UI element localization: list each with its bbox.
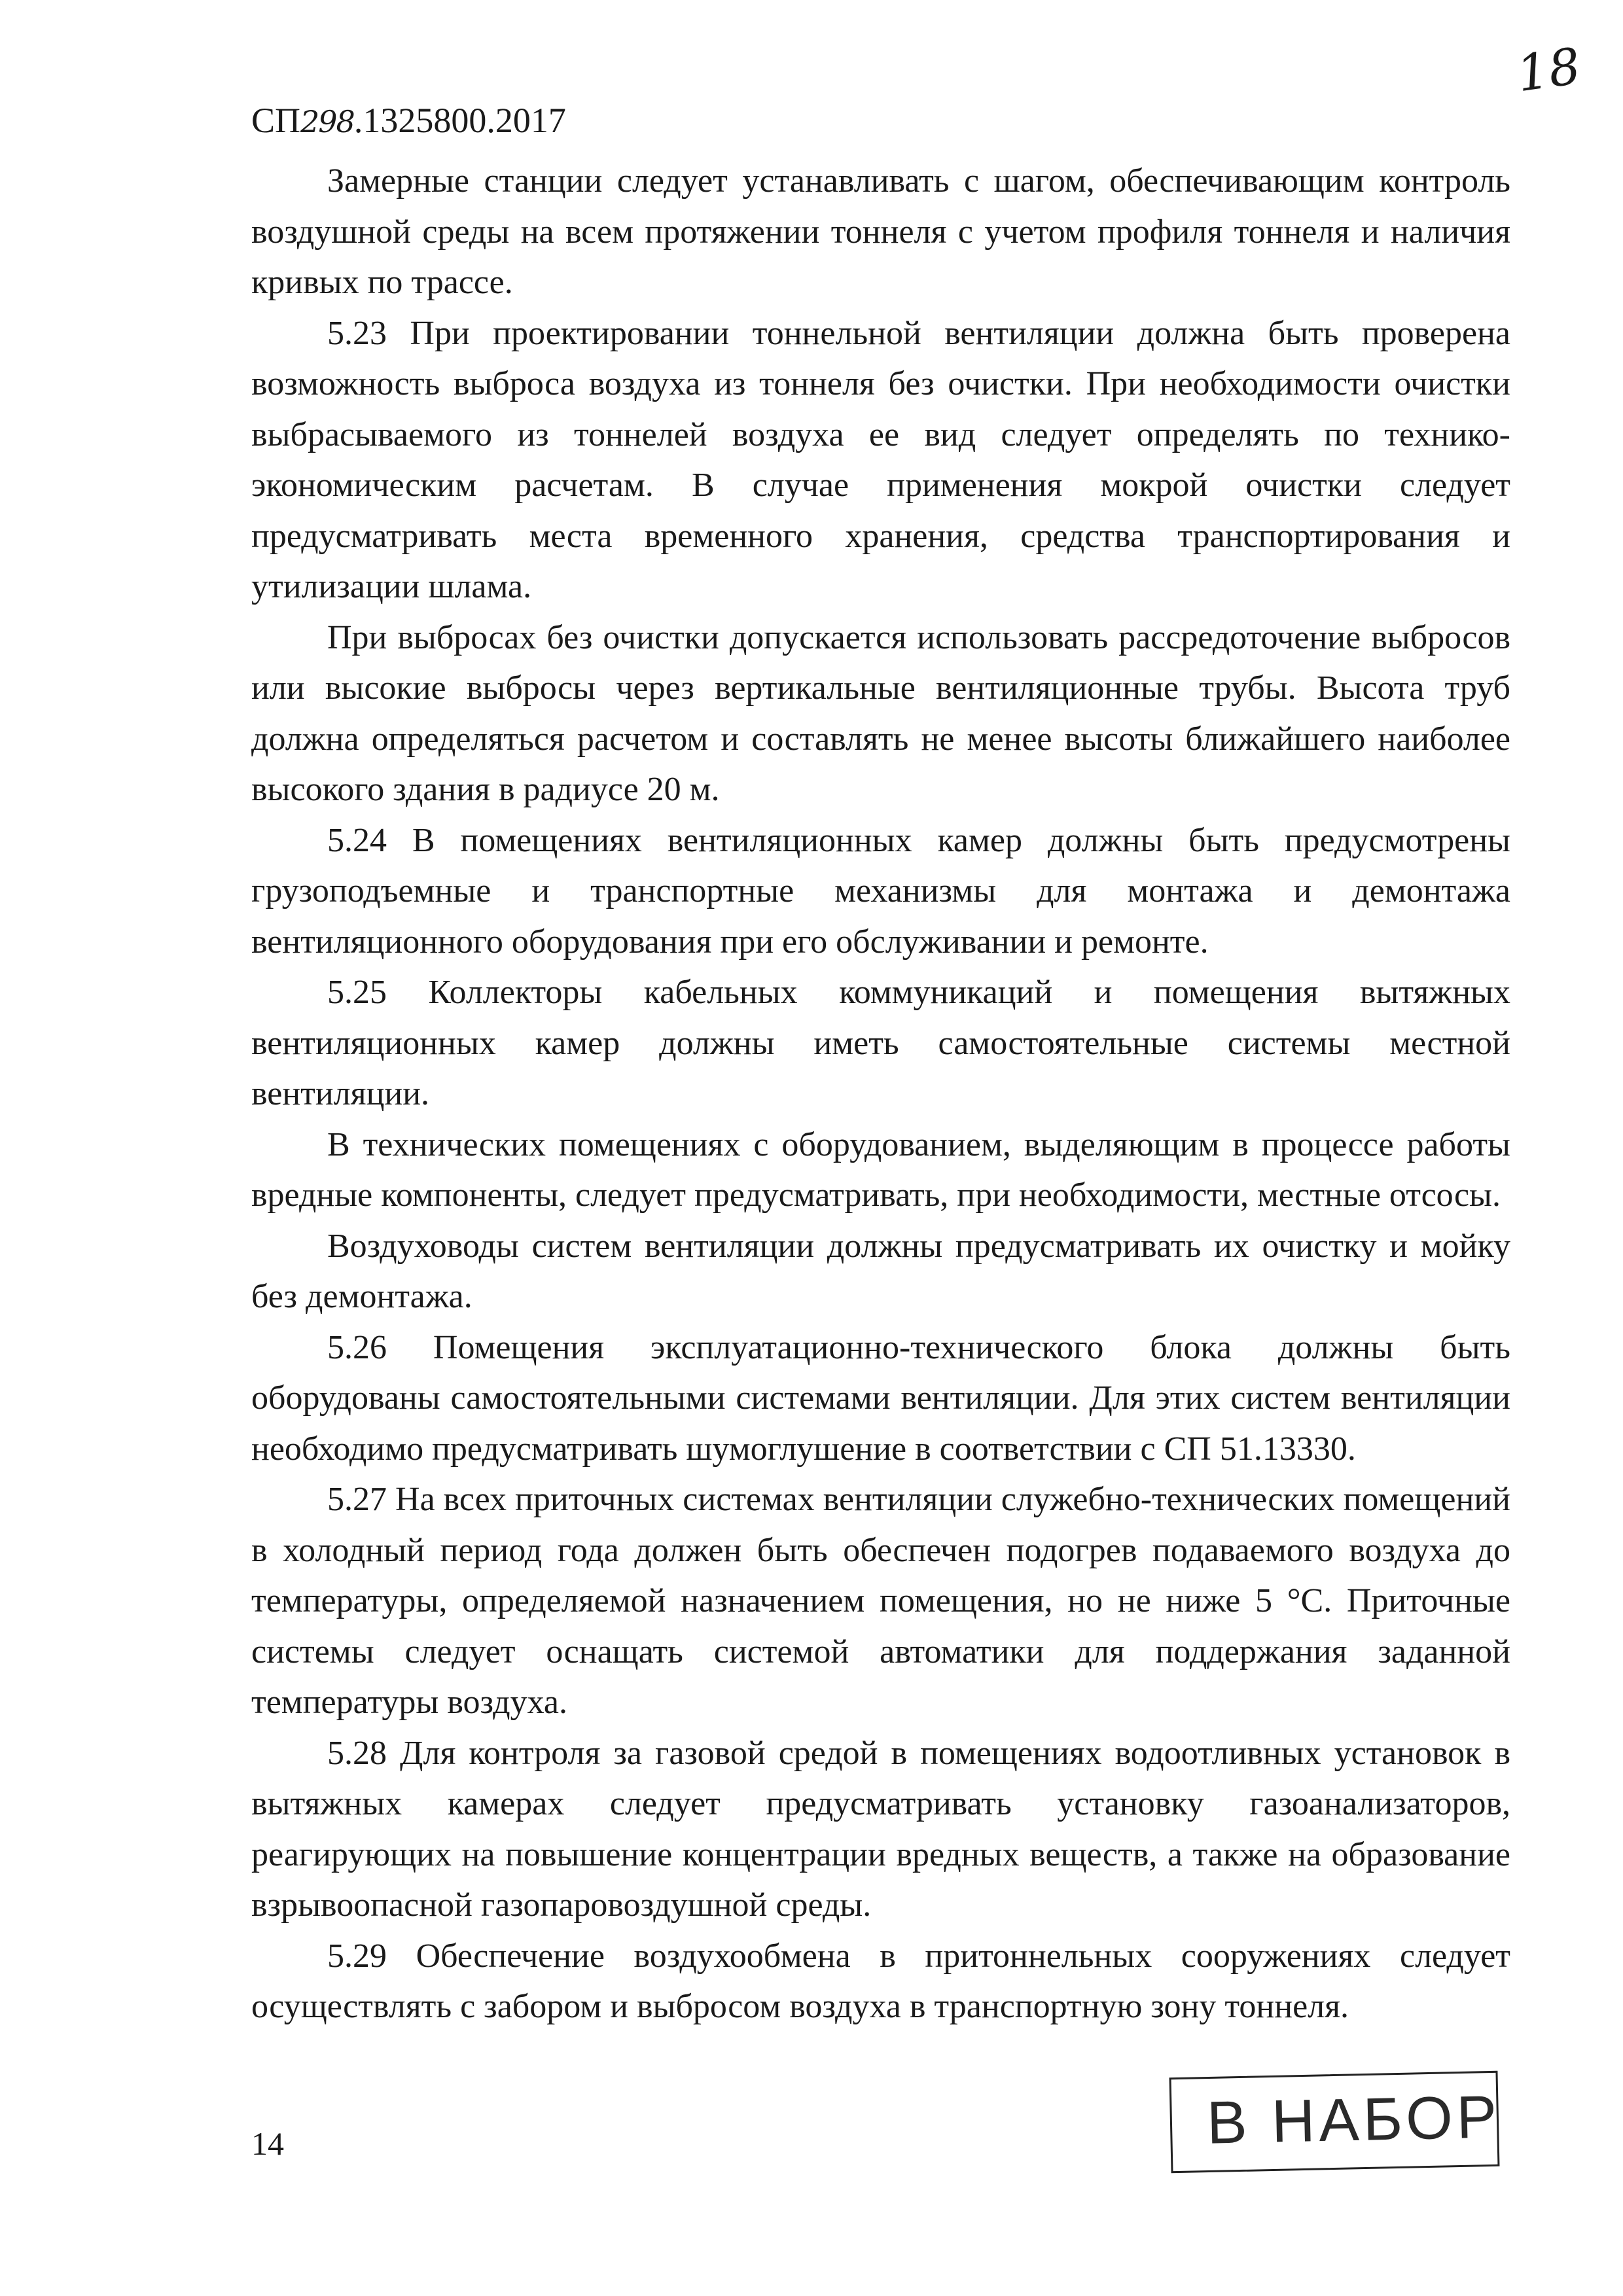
stamp-text: В НАБОР [1205,2083,1502,2157]
header-prefix: СП [251,101,301,140]
paragraph-emissions-without-cleaning: При выбросах без очистки допускается использовать рассредоточение выбросов или высокие выбросы через вертикальные вентиляционные трубы. Высота труб должна определяться расчетом и составлять не менее высоты ближайшего наиболее высокого здания в радиусе 20 м. [251,618,1510,808]
paragraph-5-26: 5.26 Помещения эксплуатационно-технического блока должны быть оборудованы самостоятельными системами вентиляции. Для этих систем вентиляции необходимо предусматривать шумоглушение в соответствии с СП 51.13330. [251,1328,1510,1468]
paragraph-5-28: 5.28 Для контроля за газовой средой в помещениях водоотливных установок в вытяжных камерах следует предусматривать установку газоанализаторов, реагирующих на повышение концентрации вредных веществ, а также на образование взрывоопасной газопаровоздушной среды. [251,1734,1510,1924]
paragraph-5-24: 5.24 В помещениях вентиляционных камер должны быть предусмотрены грузоподъемные и транспортные механизмы для монтажа и демонтажа вентиляционного оборудования при его обслуживании и ремонте. [251,821,1510,961]
paragraph-5-25: 5.25 Коллекторы кабельных коммуникаций и помещения вытяжных вентиляционных камер должны иметь самостоятельные системы местной вентиляции. [251,974,1510,1112]
paragraph-5-27: 5.27 На всех приточных системах вентиляции служебно-технических помещений в холодный период года должен быть обеспечен подогрев подаваемого воздуха до температуры, определяемой назначением помещения, но не ниже 5 °С. Приточные системы следует оснащать системой автоматики для поддержания заданной температуры воздуха. [251,1481,1510,1721]
paragraph-5-29: 5.29 Обеспечение воздухообмена в притоннельных сооружениях следует осуществлять с забором и выбросом воздуха в транспортную зону тоннеля. [251,1937,1510,2025]
paragraph-air-ducts: Воздуховоды систем вентиляции должны предусматривать их очистку и мойку без демонтажа. [251,1227,1510,1315]
v-nabor-stamp [1170,2074,1501,2172]
header-suffix: .1325800.2017 [353,101,566,140]
document-code-header [251,97,566,145]
paragraph-5-23: 5.23 При проектировании тоннельной вентиляции должна быть проверена возможность выброса воздуха из тоннеля без очистки. При необходимости очистки выбрасываемого из тоннелей воздуха ее вид следует определять по технико-экономическим расчетам. В случае применения мокрой очистки следует предусматривать места временного хранения, средства транспортирования и утилизации шлама. [251,314,1510,605]
handwritten-code-number: 298 [300,104,354,139]
paragraph-measuring-stations: Замерные станции следует устанавливать с шагом, обеспечивающим контроль воздушной среды на всем протяжении тоннеля с учетом профиля тоннеля и наличия кривых по трассе. [251,162,1510,301]
paragraph-technical-rooms: В технических помещениях с оборудованием, выделяющим в процессе работы вредные компоненты, следует предусматривать, при необходимости, местные отсосы. [251,1125,1510,1214]
document-body [251,156,1510,2032]
handwritten-page-number: 18 [1513,36,1584,103]
page-number: 14 [251,2125,284,2162]
